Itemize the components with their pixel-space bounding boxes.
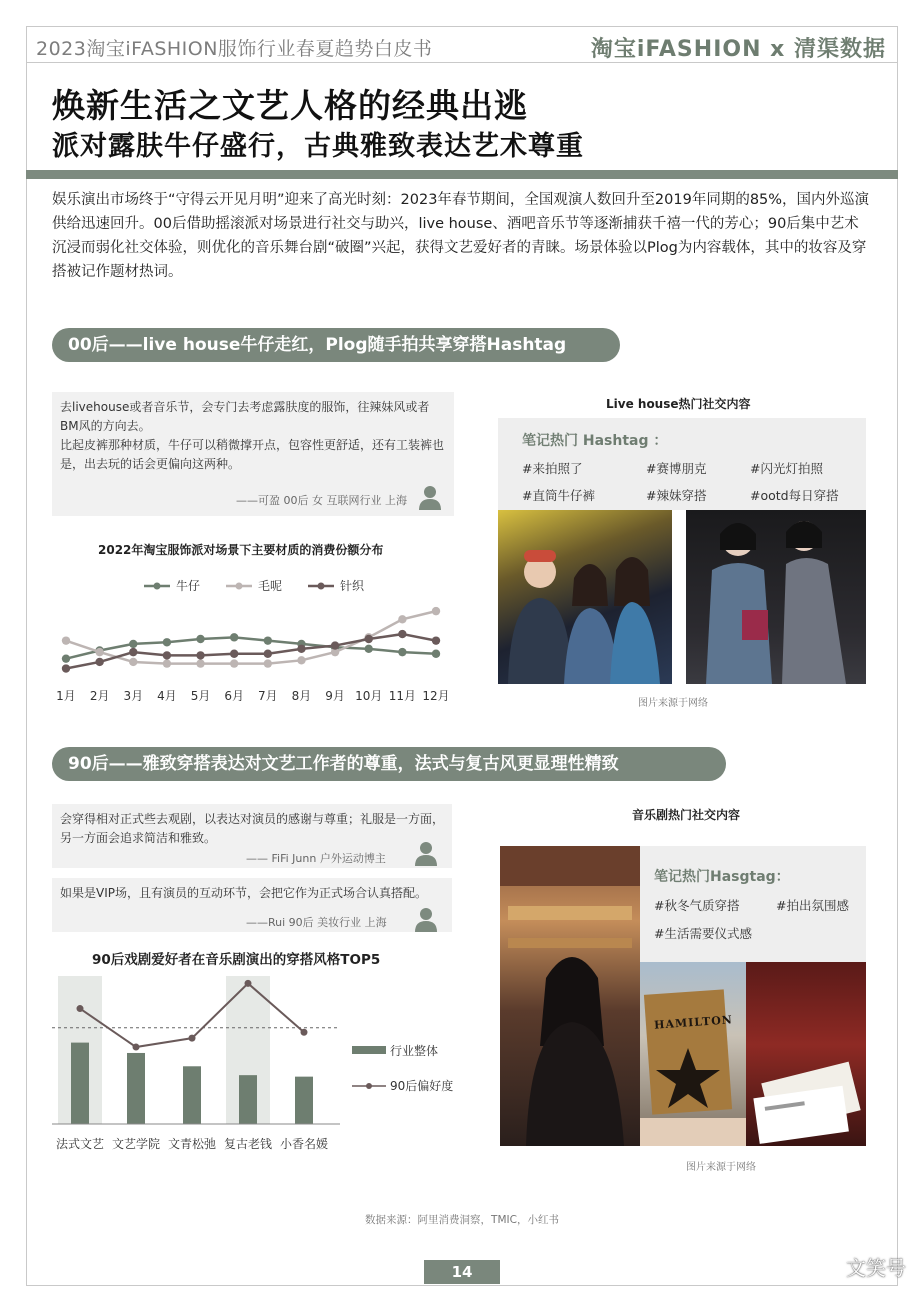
data-point <box>398 615 406 623</box>
category-label: 文青松弛 <box>167 1137 217 1151</box>
header-divider <box>26 62 898 63</box>
bar <box>183 1066 201 1124</box>
legend-marker-1 <box>236 583 243 590</box>
data-point <box>196 635 204 643</box>
quote-text: 会穿得相对正式些去观剧，以表达对演员的感谢与尊重；礼服是一方面，另一方面会追求简洁和雅致。 <box>60 812 445 845</box>
data-point <box>245 980 252 987</box>
x-tick-label: 1月 <box>56 689 76 703</box>
category-label: 文艺学院 <box>111 1137 161 1151</box>
data-point <box>62 654 70 662</box>
hashtag-item: #ootd每日穿搭 <box>750 488 839 503</box>
bar <box>127 1053 145 1124</box>
x-tick-label: 3月 <box>123 689 144 703</box>
style-top5-bar-chart <box>46 968 476 1160</box>
data-point <box>77 1005 84 1012</box>
photo-caption: 图片来源于网络 <box>638 698 708 709</box>
legend-label: 针织 <box>340 579 365 593</box>
header-brand: 淘宝iFASHION x 清渠数据 <box>590 37 886 62</box>
quote-signature: —— FiFi Junn 户外运动博主 <box>246 852 386 865</box>
category-label: 法式文艺 <box>55 1137 105 1151</box>
hashtag-item: #直筒牛仔裤 <box>522 488 595 503</box>
data-point <box>95 648 103 656</box>
quote-signature: ——可盈 00后 女 互联网行业 上海 <box>236 494 407 507</box>
section2-heading: 90后——雅致穿搭表达对文艺工作者的尊重，法式与复古风更显理性精致 <box>52 747 726 781</box>
bar <box>239 1075 257 1124</box>
musical-photo-theater <box>500 846 640 1146</box>
legend-marker-2 <box>318 583 325 590</box>
data-point <box>297 656 305 664</box>
legend-label: 90后偏好度 <box>390 1079 454 1093</box>
musical-box-title: 音乐剧热门社交内容 <box>632 808 741 822</box>
intro-paragraph: 娱乐演出市场终于“守得云开见月明”迎来了高光时刻：2023年春节期间，全国观演人数回升至2019年同期的85%，国内外巡演供给迅速回升。00后借助摇滚派对场景进行社交与助兴，live house、酒吧音乐节等逐渐捕获千禧一代的芳心；90后集中艺术沉浸而弱化社交体验，则优化的音乐舞台剧“破圈”兴起，获得文艺爱好者的青睐。场景体验以Plog为内容载体，其中的妆容及穿搭被记作题材热词。 <box>52 192 870 280</box>
data-point <box>331 641 339 649</box>
quote-text: 如果是VIP场，且有演员的互动环节，会把它作为正式场合认真搭配。 <box>60 886 427 900</box>
data-point <box>230 633 238 641</box>
legend-marker-0 <box>154 583 161 590</box>
data-point <box>230 650 238 658</box>
hashtag-item: #闪光灯拍照 <box>750 461 823 476</box>
x-tick-label: 2月 <box>89 689 110 703</box>
data-point <box>196 659 204 667</box>
livehouse-photo-2 <box>686 510 866 684</box>
musical-hashtag-title: 笔记热门Hasgtag： <box>654 869 790 885</box>
data-point <box>189 1035 196 1042</box>
page-subtitle: 派对露肤牛仔盛行，古典雅致表达艺术尊重 <box>52 131 584 162</box>
data-source: 数据来源：阿里消费洞察，TMIC，小红书 <box>365 1214 559 1226</box>
data-point <box>196 651 204 659</box>
data-point <box>62 664 70 672</box>
hashtag-item: #秋冬气质穿搭 <box>654 898 740 913</box>
person-icon <box>418 484 442 510</box>
page-title: 焕新生活之文艺人格的经典出逃 <box>52 86 528 125</box>
data-point <box>129 658 137 666</box>
x-tick-label: 11月 <box>388 689 417 703</box>
page-number: 14 <box>424 1260 500 1284</box>
chart2-title: 90后戏剧爱好者在音乐剧演出的穿搭风格TOP5 <box>92 952 381 968</box>
x-tick-label: 10月 <box>355 689 383 703</box>
watermark: 文笑号 <box>846 1256 906 1280</box>
x-tick-label: 12月 <box>422 689 450 703</box>
data-point <box>95 658 103 666</box>
title-band <box>26 170 898 179</box>
hashtag-item: #拍出氛围感 <box>776 898 849 913</box>
data-point <box>264 636 272 644</box>
bar <box>295 1077 313 1124</box>
data-point <box>163 651 171 659</box>
x-tick-label: 9月 <box>325 689 345 703</box>
chart1-title: 2022年淘宝服饰派对场景下主要材质的消费份额分布 <box>98 543 384 557</box>
musical-photo-tickets <box>746 962 866 1146</box>
quote-text-1: 去livehouse或者音乐节，会专门去考虑露肤度的服饰，往辣妹风或者BM风的方向去。 <box>60 400 430 433</box>
data-point <box>432 650 440 658</box>
data-point <box>301 1029 308 1036</box>
data-point <box>230 659 238 667</box>
data-point <box>264 650 272 658</box>
section1-heading: 00后——live house牛仔走红，Plog随手拍共享穿搭Hashtag <box>52 328 620 362</box>
data-point <box>163 659 171 667</box>
legend-label: 行业整体 <box>390 1044 439 1058</box>
hashtag-item: #来拍照了 <box>522 461 583 476</box>
bar <box>71 1043 89 1124</box>
data-point <box>129 640 137 648</box>
x-tick-label: 7月 <box>257 689 278 703</box>
hashtag-item: #赛博朋克 <box>646 461 707 476</box>
legend-marker <box>366 1083 372 1089</box>
data-point <box>133 1044 140 1051</box>
data-point <box>62 636 70 644</box>
x-tick-label: 4月 <box>157 689 177 703</box>
data-point <box>432 636 440 644</box>
data-point <box>163 638 171 646</box>
data-point <box>432 607 440 615</box>
legend-bar-swatch <box>352 1046 386 1054</box>
data-point <box>264 659 272 667</box>
data-point <box>398 648 406 656</box>
musical-photo-poster <box>640 962 746 1146</box>
person-icon <box>414 906 438 932</box>
quote-text-2: 比起皮裤那种材质，牛仔可以稍微撑开点，包容性更舒适，还有工装裤也是，出去玩的话会更偏向这两种。 <box>60 438 445 471</box>
hashtag-item: #辣妹穿搭 <box>646 488 707 503</box>
category-label: 小香名媛 <box>279 1137 329 1151</box>
data-point <box>398 630 406 638</box>
poster-text: HAMILTON <box>653 1013 734 1032</box>
quote-signature: ——Rui 90后 美妆行业 上海 <box>246 916 387 929</box>
livehouse-box-title: Live house热门社交内容 <box>606 397 751 411</box>
category-label: 复古老钱 <box>223 1137 273 1151</box>
x-tick-label: 5月 <box>190 689 211 703</box>
data-point <box>365 645 373 653</box>
legend-label: 毛呢 <box>258 579 283 593</box>
data-point <box>365 635 373 643</box>
livehouse-photo-1 <box>498 510 672 684</box>
header-title: 2023淘宝iFASHION服饰行业春夏趋势白皮书 <box>36 38 433 60</box>
x-tick-label: 8月 <box>291 689 312 703</box>
data-point <box>129 648 137 656</box>
x-tick-label: 6月 <box>224 689 245 703</box>
data-point <box>297 645 305 653</box>
person-icon <box>414 840 438 866</box>
livehouse-hashtag-title: 笔记热门 Hashtag ： <box>522 433 668 449</box>
legend-label: 牛仔 <box>176 579 201 593</box>
hashtag-item: #生活需要仪式感 <box>654 926 752 941</box>
material-share-line-chart <box>46 568 466 708</box>
photo-caption: 图片来源于网络 <box>686 1162 756 1173</box>
